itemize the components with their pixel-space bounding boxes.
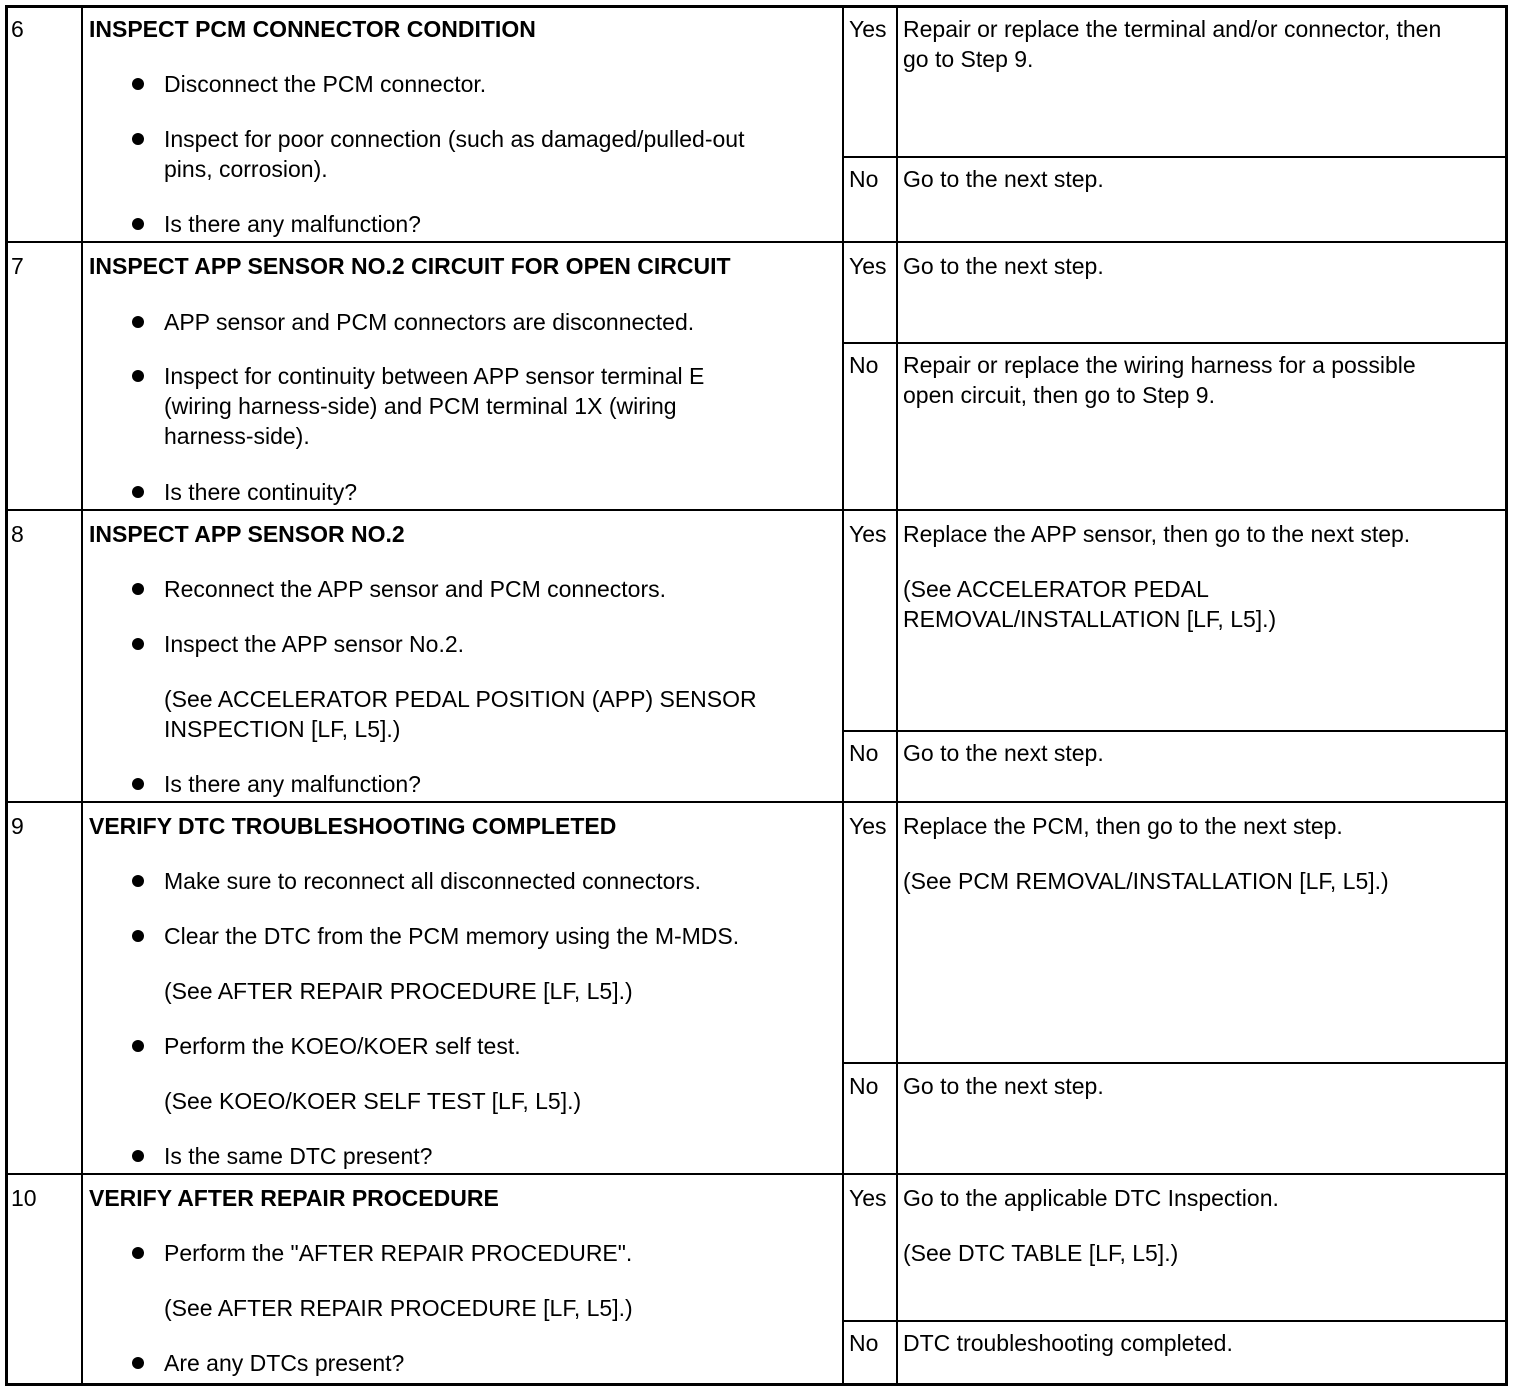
step-number: 8 (11, 521, 24, 547)
check-item-text: Reconnect the APP sensor and PCM connectors. (164, 576, 667, 602)
no-label: No (849, 1073, 879, 1099)
yes-result-text: Replace the APP sensor, then go to the next step. (903, 521, 1411, 547)
yes-label: Yes (849, 1185, 887, 1211)
check-item-text: pins, corrosion). (164, 156, 328, 182)
bullet-icon (132, 778, 144, 790)
step-number: 9 (11, 813, 24, 839)
reference-note: (See AFTER REPAIR PROCEDURE [LF, L5].) (164, 1295, 633, 1321)
check-item-text: Perform the "AFTER REPAIR PROCEDURE". (164, 1240, 633, 1266)
no-label: No (849, 166, 879, 192)
yes-label: Yes (849, 16, 887, 42)
yes-result-text: Replace the PCM, then go to the next step. (903, 813, 1343, 839)
step-number: 7 (11, 253, 24, 279)
yes-result-text: Repair or replace the terminal and/or connector, then (903, 16, 1442, 42)
yes-no-divider (843, 342, 1508, 344)
column-divider-check (842, 5, 844, 1386)
yes-result-text: (See PCM REMOVAL/INSTALLATION [LF, L5].) (903, 868, 1389, 894)
bullet-icon (132, 78, 144, 90)
no-label: No (849, 1330, 879, 1356)
yes-no-divider (843, 1320, 1508, 1322)
no-result-text: open circuit, then go to Step 9. (903, 382, 1215, 408)
yes-result-text: Go to the next step. (903, 253, 1104, 279)
check-item-text: Inspect for continuity between APP sensor terminal E (164, 363, 705, 389)
step-title: VERIFY DTC TROUBLESHOOTING COMPLETED (89, 813, 617, 839)
check-item-text: Is there continuity? (164, 479, 358, 505)
check-item-text: Clear the DTC from the PCM memory using the M-MDS. (164, 923, 740, 949)
bullet-icon (132, 486, 144, 498)
bullet-icon (132, 1040, 144, 1052)
yes-label: Yes (849, 521, 887, 547)
check-item-text: Inspect the APP sensor No.2. (164, 631, 465, 657)
step-title: INSPECT APP SENSOR NO.2 CIRCUIT FOR OPEN CIRCUIT (89, 253, 731, 279)
check-item-text: Make sure to reconnect all disconnected connectors. (164, 868, 701, 894)
check-item-text: Disconnect the PCM connector. (164, 71, 487, 97)
yes-result-text: go to Step 9. (903, 46, 1034, 72)
yes-result-text: Go to the applicable DTC Inspection. (903, 1185, 1279, 1211)
bullet-icon (132, 1247, 144, 1259)
check-item-text: Is there any malfunction? (164, 771, 421, 797)
no-result-text: Go to the next step. (903, 740, 1104, 766)
no-result-text: Go to the next step. (903, 1073, 1104, 1099)
no-label: No (849, 352, 879, 378)
bullet-icon (132, 1357, 144, 1369)
bullet-icon (132, 133, 144, 145)
bullet-icon (132, 583, 144, 595)
reference-note: (See KOEO/KOER SELF TEST [LF, L5].) (164, 1088, 582, 1114)
yes-label: Yes (849, 253, 887, 279)
yes-no-divider (843, 1062, 1508, 1064)
check-item-text: Inspect for poor connection (such as damaged/pulled-out (164, 126, 745, 152)
step-number: 6 (11, 16, 24, 42)
row-divider (5, 241, 1508, 243)
row-divider (5, 509, 1508, 511)
check-item-text: (wiring harness-side) and PCM terminal 1X (wiring (164, 393, 677, 419)
bullet-icon (132, 1150, 144, 1162)
check-item-text: harness-side). (164, 423, 310, 449)
step-title: VERIFY AFTER REPAIR PROCEDURE (89, 1185, 499, 1211)
step-title: INSPECT PCM CONNECTOR CONDITION (89, 16, 536, 42)
bullet-icon (132, 218, 144, 230)
check-item-text: APP sensor and PCM connectors are disconnected. (164, 309, 695, 335)
yes-result-text: (See ACCELERATOR PEDAL (903, 576, 1209, 602)
yes-label: Yes (849, 813, 887, 839)
reference-note: (See ACCELERATOR PEDAL POSITION (APP) SENSOR (164, 686, 757, 712)
yes-result-text: REMOVAL/INSTALLATION [LF, L5].) (903, 606, 1277, 632)
no-result-text: Go to the next step. (903, 166, 1104, 192)
bullet-icon (132, 930, 144, 942)
row-divider (5, 1173, 1508, 1175)
bullet-icon (132, 316, 144, 328)
no-result-text: Repair or replace the wiring harness for a possible (903, 352, 1416, 378)
check-item-text: Are any DTCs present? (164, 1350, 405, 1376)
check-item-text: Is the same DTC present? (164, 1143, 433, 1169)
bullet-icon (132, 370, 144, 382)
yes-result-text: (See DTC TABLE [LF, L5].) (903, 1240, 1179, 1266)
step-title: INSPECT APP SENSOR NO.2 (89, 521, 405, 547)
reference-note: INSPECTION [LF, L5].) (164, 716, 401, 742)
yes-no-divider (843, 156, 1508, 158)
no-result-text: DTC troubleshooting completed. (903, 1330, 1233, 1356)
check-item-text: Is there any malfunction? (164, 211, 421, 237)
yes-no-divider (843, 730, 1508, 732)
reference-note: (See AFTER REPAIR PROCEDURE [LF, L5].) (164, 978, 633, 1004)
bullet-icon (132, 875, 144, 887)
step-number: 10 (11, 1185, 37, 1211)
no-label: No (849, 740, 879, 766)
column-divider-step (81, 5, 83, 1386)
bullet-icon (132, 638, 144, 650)
column-divider-answer (896, 5, 898, 1386)
check-item-text: Perform the KOEO/KOER self test. (164, 1033, 521, 1059)
row-divider (5, 801, 1508, 803)
